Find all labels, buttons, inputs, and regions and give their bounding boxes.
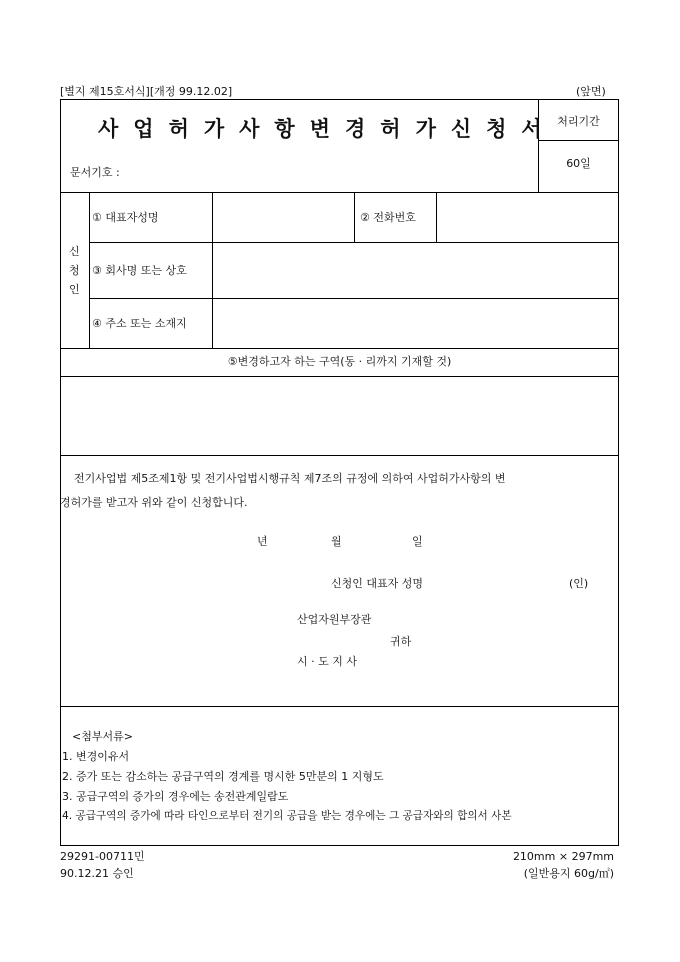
applicant-row-line-2 xyxy=(89,298,619,299)
declaration-top-line xyxy=(60,455,619,456)
applicant-group-char-2: 청 xyxy=(69,264,80,277)
paper-size: 210mm × 297mm xyxy=(512,850,614,863)
approval-date: 90.12.21 승인 xyxy=(60,867,134,880)
addressee-honorific: 귀하 xyxy=(390,635,412,648)
applicant-group-divider xyxy=(89,192,90,348)
form-code: 29291-00711민 xyxy=(60,850,145,863)
applicant-signature-label: 신청인 대표자 성명 xyxy=(331,577,424,590)
page-side-label: (앞면) xyxy=(576,85,606,98)
company-label: ③ 회사명 또는 상호 xyxy=(92,264,187,277)
applicant-group-char-1: 신 xyxy=(69,245,80,258)
change-area-line xyxy=(60,376,619,377)
attachments-top-line xyxy=(60,706,619,707)
address-label: ④ 주소 또는 소재지 xyxy=(92,317,187,330)
date-day: 일 xyxy=(412,535,423,548)
attachment-item: 4. 공급구역의 증가에 따라 타인으로부터 전기의 공급을 받는 경우에는 그 공급자와의 합의서 사본 xyxy=(62,810,512,822)
attachments-heading: <첨부서류> xyxy=(72,730,133,743)
paper-type: (일반용지 60g/㎡) xyxy=(523,867,614,880)
addressee-governor: 시 · 도 지 사 xyxy=(297,655,357,668)
rep-name-label: ① 대표자성명 xyxy=(92,211,159,224)
attachment-item: 1. 변경이유서 xyxy=(62,750,130,763)
change-area-label: ⑤변경하고자 하는 구역(동 · 리까지 기재할 것) xyxy=(227,355,452,368)
seal-mark: (인) xyxy=(569,577,589,590)
declaration-line-1: 전기사업법 제5조제1항 및 전기사업법시행규칙 제7조의 규정에 의하여 사업허가사항의 변 xyxy=(74,472,506,485)
attachment-item: 3. 공급구역의 증가의 경우에는 송전관계일람도 xyxy=(62,790,289,803)
doc-number-label: 문서기호 : xyxy=(70,166,120,179)
declaration-line-2: 경허가를 받고자 위와 같이 신청합니다. xyxy=(60,496,248,509)
applicant-bottom-line xyxy=(60,348,619,349)
applicant-group-char-3: 인 xyxy=(69,283,80,296)
addressee-minister: 산업자원부장관 xyxy=(297,613,372,626)
processing-period-value: 60일 xyxy=(566,157,591,170)
date-month: 월 xyxy=(331,535,342,548)
date-year: 년 xyxy=(257,535,268,548)
processing-period-label: 처리기간 xyxy=(557,115,600,128)
form-reference: [별지 제15호서식][개정 99.12.02] xyxy=(60,85,233,98)
attachment-item: 2. 증가 또는 감소하는 공급구역의 경계를 명시한 5만분의 1 지형도 xyxy=(62,770,384,783)
applicant-label-divider xyxy=(212,192,213,348)
phone-label-right-divider xyxy=(436,192,437,242)
phone-label: ② 전화번호 xyxy=(360,211,416,224)
form-title: 사업허가사항변경허가신청서 xyxy=(98,116,557,141)
applicant-row-line-1 xyxy=(89,242,619,243)
applicant-top-line xyxy=(60,192,619,193)
phone-label-left-divider xyxy=(354,192,355,242)
